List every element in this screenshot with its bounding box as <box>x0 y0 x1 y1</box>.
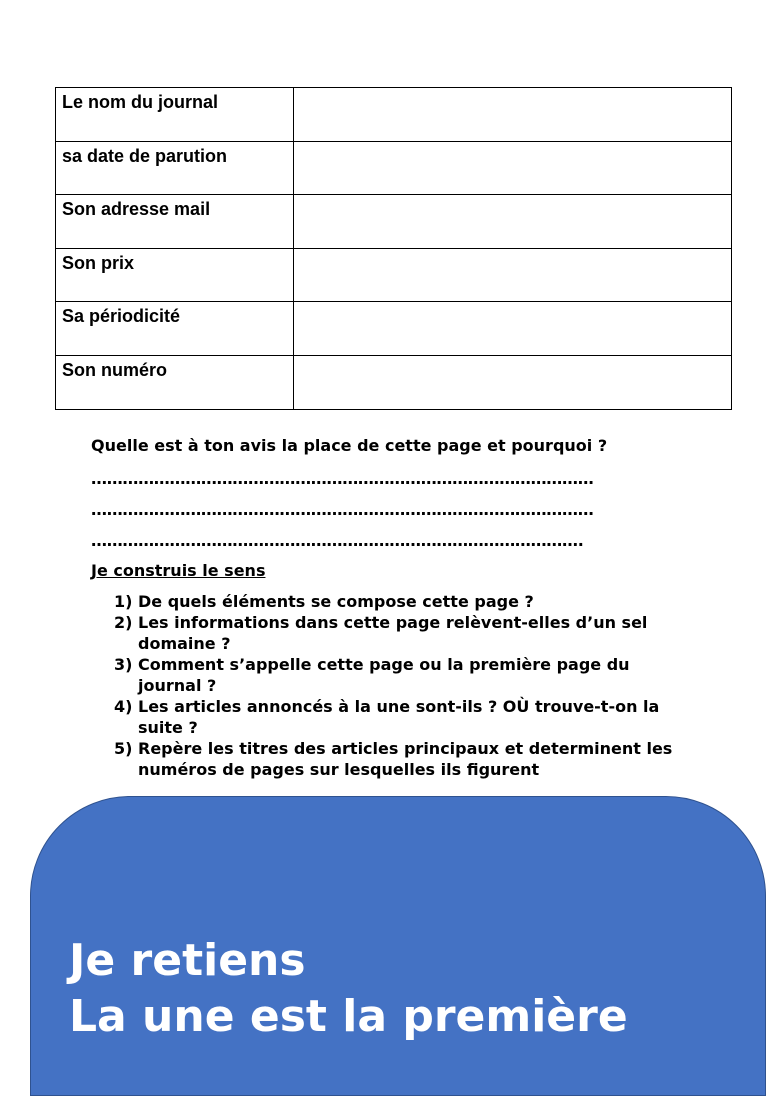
question-number: 3) <box>114 655 133 674</box>
table-row <box>56 355 732 409</box>
answer-line[interactable]: …………………………………………………………………………………… <box>91 469 594 488</box>
journal-info-table <box>55 87 732 410</box>
table-row <box>56 248 732 302</box>
row-value[interactable] <box>294 248 732 302</box>
answer-line[interactable]: …………………………………………………………………………………… <box>91 500 594 519</box>
table-row <box>56 302 732 356</box>
question-text: Les articles annoncés à la une sont-ils ? OÙ trouve-t-on la suite ? <box>138 697 660 737</box>
open-question: Quelle est à ton avis la place de cette page et pourquoi ? <box>91 436 608 455</box>
section-title: Je construis le sens <box>91 561 266 580</box>
question-number: 2) <box>114 613 133 632</box>
row-label: Son adresse mail <box>56 195 294 249</box>
question-text: Les informations dans cette page relèvent-elles d’un sel domaine ? <box>138 613 648 653</box>
question-text: De quels éléments se compose cette page ? <box>138 592 534 611</box>
row-label: Son prix <box>56 248 294 302</box>
row-label: Le nom du journal <box>56 88 294 142</box>
retiens-text <box>69 933 628 1045</box>
list-item <box>114 591 679 612</box>
list-item <box>114 654 679 696</box>
row-value[interactable] <box>294 195 732 249</box>
table-row <box>56 141 732 195</box>
list-item <box>114 696 679 738</box>
table-row <box>56 195 732 249</box>
je-retiens-box <box>30 796 766 1096</box>
row-label: Son numéro <box>56 355 294 409</box>
retiens-title: Je retiens <box>69 935 306 986</box>
question-list <box>114 591 679 780</box>
retiens-line: La une est la première <box>69 991 628 1042</box>
list-item <box>114 738 679 780</box>
row-value[interactable] <box>294 302 732 356</box>
row-label: sa date de parution <box>56 141 294 195</box>
question-number: 4) <box>114 697 133 716</box>
row-value[interactable] <box>294 355 732 409</box>
question-number: 1) <box>114 592 133 611</box>
list-item <box>114 612 679 654</box>
question-number: 5) <box>114 739 133 758</box>
answer-line[interactable]: …………………………………………………………………………………. <box>91 531 584 550</box>
question-text: Repère les titres des articles principaux et determinent les numéros de pages sur lesquelles ils figurent <box>138 739 673 779</box>
question-text: Comment s’appelle cette page ou la première page du journal ? <box>138 655 630 695</box>
row-label: Sa périodicité <box>56 302 294 356</box>
table-row <box>56 88 732 142</box>
row-value[interactable] <box>294 141 732 195</box>
row-value[interactable] <box>294 88 732 142</box>
